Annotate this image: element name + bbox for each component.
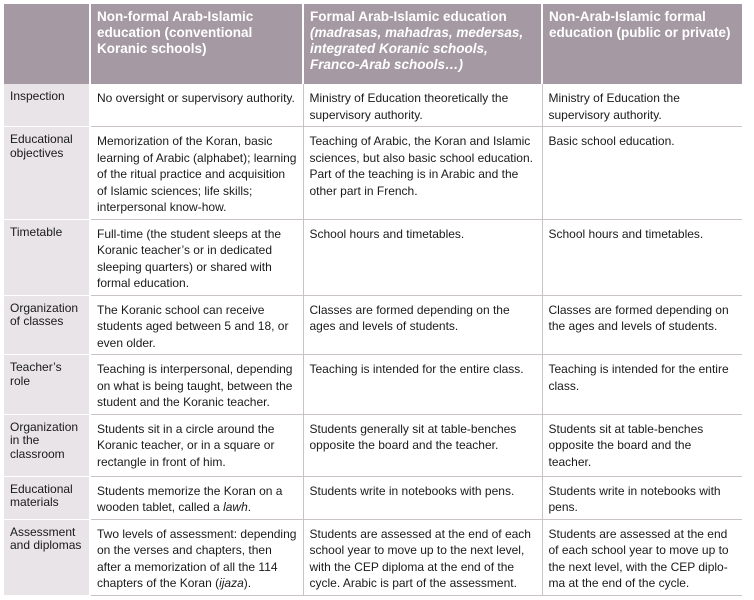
table-row [4, 414, 742, 476]
table-cell: Ministry of Education the supervisory authority. [542, 84, 742, 127]
table-cell: Basic school education. [542, 127, 742, 220]
table-cell: Ministry of Education theoretically the supervisory authority. [303, 84, 542, 127]
assessment-text-post: ). [243, 576, 252, 590]
table-row [4, 219, 742, 295]
header-col1-text: Non-formal Arab-Islamic education (conventional Koranic schools) [97, 9, 254, 56]
table-cell: Teaching is intended for the entire class. [542, 355, 742, 415]
table-cell: Teaching of Arabic, the Koran and Islamic sciences, but also basic school education. Part of the teaching is in Arabic and the other part in French. [303, 127, 542, 220]
table-cell: Memorization of the Koran, basic learning of Arabic (alphabet); learning of the ritual practice and acquisition of Islamic sciences; life skills; interpersonal know-how. [90, 127, 303, 220]
header-formal-arab-islamic [303, 4, 542, 84]
materials-text-post: . [247, 500, 252, 514]
row-label-timetable: Timetable [4, 219, 90, 295]
table-row [4, 295, 742, 355]
header-non-arab-islamic-formal [542, 4, 742, 84]
table-cell: School hours and timetables. [303, 219, 542, 295]
header-col3-text: Non-Arab-Islamic formal education (public or private) [549, 9, 731, 40]
row-label-assessment-and-diplomas: Assessment and diplomas [4, 519, 90, 595]
row-label-educational-objectives: Educational objectives [4, 127, 90, 220]
table-cell: School hours and timetables. [542, 219, 742, 295]
materials-text-pre: Students memorize the Koran on a wooden tablet, called a [97, 483, 283, 514]
table-cell: Full-time (the student sleeps at the Koranic teacher’s or in dedicated sleeping quarters) or shared with formal education. [90, 219, 303, 295]
table-row [4, 519, 742, 595]
table-cell: Students generally sit at table-benches opposite the board and the teacher. [303, 414, 542, 476]
table-cell [90, 476, 303, 519]
table-cell: No oversight or supervisory authority. [90, 84, 303, 127]
table-cell: Students are assessed at the end of each school year to move up to the next level, with the CEP diploma at the end of the cycle. Arabic is part of the assessment. [303, 519, 542, 595]
lawh-term: lawh [223, 500, 248, 514]
table-cell: Students write in notebooks with pens. [542, 476, 742, 519]
table-row [4, 127, 742, 220]
header-row [4, 4, 742, 84]
row-label-inspection: Inspection [4, 84, 90, 127]
table-row [4, 84, 742, 127]
table-cell: Students write in notebooks with pens. [303, 476, 542, 519]
comparison-table-container [4, 4, 742, 596]
table-cell: The Koranic school can receive students aged between 5 and 18, or even older. [90, 295, 303, 355]
table-row [4, 476, 742, 519]
header-nonformal-arab-islamic [90, 4, 303, 84]
comparison-table [4, 4, 742, 596]
header-col2-sub: (madrasas, mahadras, medersas, integrated Koranic schools, Franco-Arab schools…) [310, 25, 524, 72]
row-label-teachers-role: Teacher’s role [4, 355, 90, 415]
row-label-educational-materials: Educational materials [4, 476, 90, 519]
table-cell: Students sit at table-benches opposite the board and the teacher. [542, 414, 742, 476]
header-col2-main: Formal Arab-Islamic education [310, 9, 507, 24]
table-cell: Classes are formed depending on the ages and levels of students. [303, 295, 542, 355]
row-label-organization-of-classes: Organization of classes [4, 295, 90, 355]
table-cell: Students sit in a circle around the Koranic teacher, or in a square or rectangle in front of him. [90, 414, 303, 476]
header-corner [4, 4, 90, 84]
table-row [4, 355, 742, 415]
table-cell: Teaching is intended for the entire class. [303, 355, 542, 415]
table-cell: Students are assessed at the end of each school year to move up to the next level, with the CEP diploma at the end of the cycle. [542, 519, 742, 595]
table-cell: Teaching is interpersonal, depending on what is being taught, between the student and the Koranic teacher. [90, 355, 303, 415]
table-cell: Classes are formed depending on the ages and levels of students. [542, 295, 742, 355]
table-cell [90, 519, 303, 595]
ijaza-term: ijaza [219, 576, 244, 590]
row-label-organization-in-classroom: Organization in the classroom [4, 414, 90, 476]
assessment-text-pre: Two levels of assessment: depending on the verses and chapters, then after a memorization of all the 114 chapters of the Koran ( [97, 526, 297, 590]
